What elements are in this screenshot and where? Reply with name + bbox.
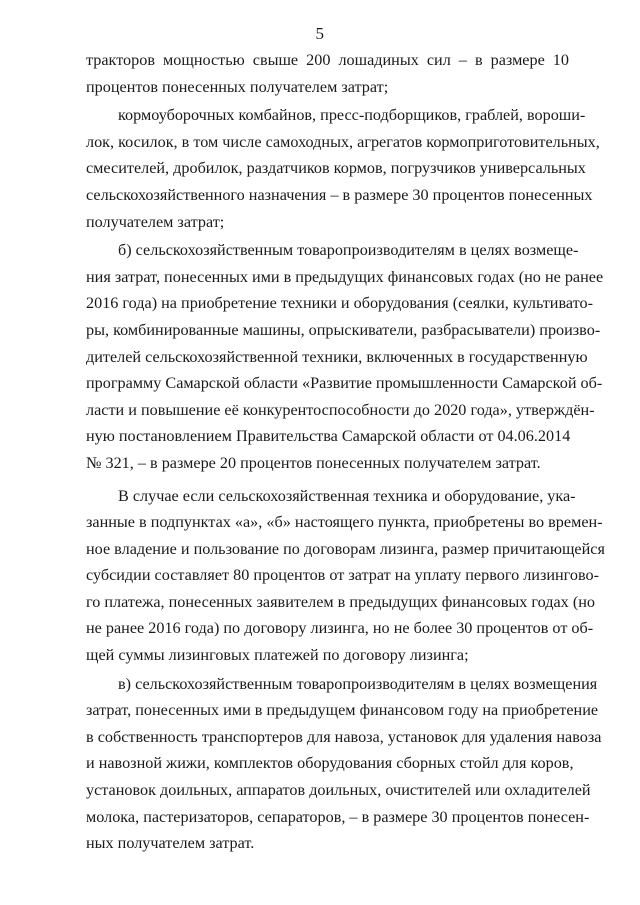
text-line: б) сельскохозяйственным товаропроизводителям в целях возмеще- — [118, 241, 579, 260]
text-line: в) сельскохозяйственным товаропроизводителям в целях возмещения — [118, 674, 598, 693]
paragraph-forage-harvesters — [86, 102, 600, 235]
text-line: получателем затрат; — [86, 212, 225, 231]
text-line: ния затрат, понесенных ими в предыдущих финансовых годах (но не ранее — [86, 267, 604, 286]
text-line: не ранее 2016 года) по договору лизинга, но не более 30 процентов от об- — [86, 619, 594, 638]
text-line: дителей сельскохозяйственной техники, включенных в государственную — [86, 347, 588, 366]
text-line: ры, комбинированные машины, опрыскиватели, разбрасыватели) произво- — [86, 320, 601, 339]
text-line: ласти и повышение её конкурентоспособности до 2020 года», утверждён- — [86, 400, 595, 419]
text-line: процентов понесенных получателем затрат; — [86, 77, 389, 96]
page-number: 5 — [315, 24, 325, 43]
text-line: лок, косилок, в том числе самоходных, агрегатов кормоприготовительных, — [86, 132, 600, 151]
paragraph-subitem-b — [86, 237, 604, 476]
text-line: субсидии составляет 80 процентов от затрат на уплату первого лизингово- — [86, 566, 600, 585]
text-line: 2016 года) на приобретение техники и оборудования (сеялки, культивато- — [86, 294, 594, 313]
text-line: установок доильных, аппаратов доильных, очистителей или охладителей — [86, 781, 591, 800]
text-line: ное владение и пользование по договорам лизинга, размер причитающейся — [86, 539, 605, 558]
paragraph-tractors-continued — [86, 47, 569, 100]
text-line: щей суммы лизинговых платежей по договору лизинга; — [86, 646, 469, 665]
text-line: и навозной жижи, комплектов оборудования сборных стойл для коров, — [86, 754, 574, 773]
text-line: молока, пастеризаторов, сепараторов, – в размере 30 процентов понесен- — [86, 807, 590, 826]
text-line: сельскохозяйственного назначения – в размере 30 процентов понесенных — [86, 185, 593, 204]
text-line: кормоуборочных комбайнов, пресс-подборщиков, граблей, вороши- — [118, 106, 586, 125]
text-line: В случае если сельскохозяйственная техника и оборудование, ука- — [118, 486, 576, 505]
text-line: смесителей, дробилок, раздатчиков кормов, погрузчиков универсальных — [86, 159, 586, 178]
text-line: № 321, – в размере 20 процентов понесенных получателем затрат. — [86, 453, 541, 472]
text-line: ную постановлением Правительства Самарской области от 04.06.2014 — [86, 427, 571, 446]
text-line: программу Самарской области «Развитие промышленности Самарской об- — [86, 374, 603, 393]
text-line: занные в подпунктах «а», «б» настоящего пункта, приобретены во времен- — [86, 513, 603, 532]
text-line: ных получателем затрат. — [86, 834, 255, 853]
paragraph-leasing — [86, 483, 605, 669]
text-line: в собственность транспортеров для навоза, установок для удаления навоза — [86, 727, 602, 746]
text-line: тракторов мощностью свыше 200 лошадиных сил – в размере 10 — [86, 51, 569, 69]
text-line: затрат, понесенных ими в предыдущем финансовом году на приобретение — [86, 701, 599, 720]
document-body — [86, 47, 605, 857]
text-line: го платежа, понесенных заявителем в предыдущих финансовых годах (но — [86, 592, 595, 611]
paragraph-subitem-v — [86, 671, 602, 857]
